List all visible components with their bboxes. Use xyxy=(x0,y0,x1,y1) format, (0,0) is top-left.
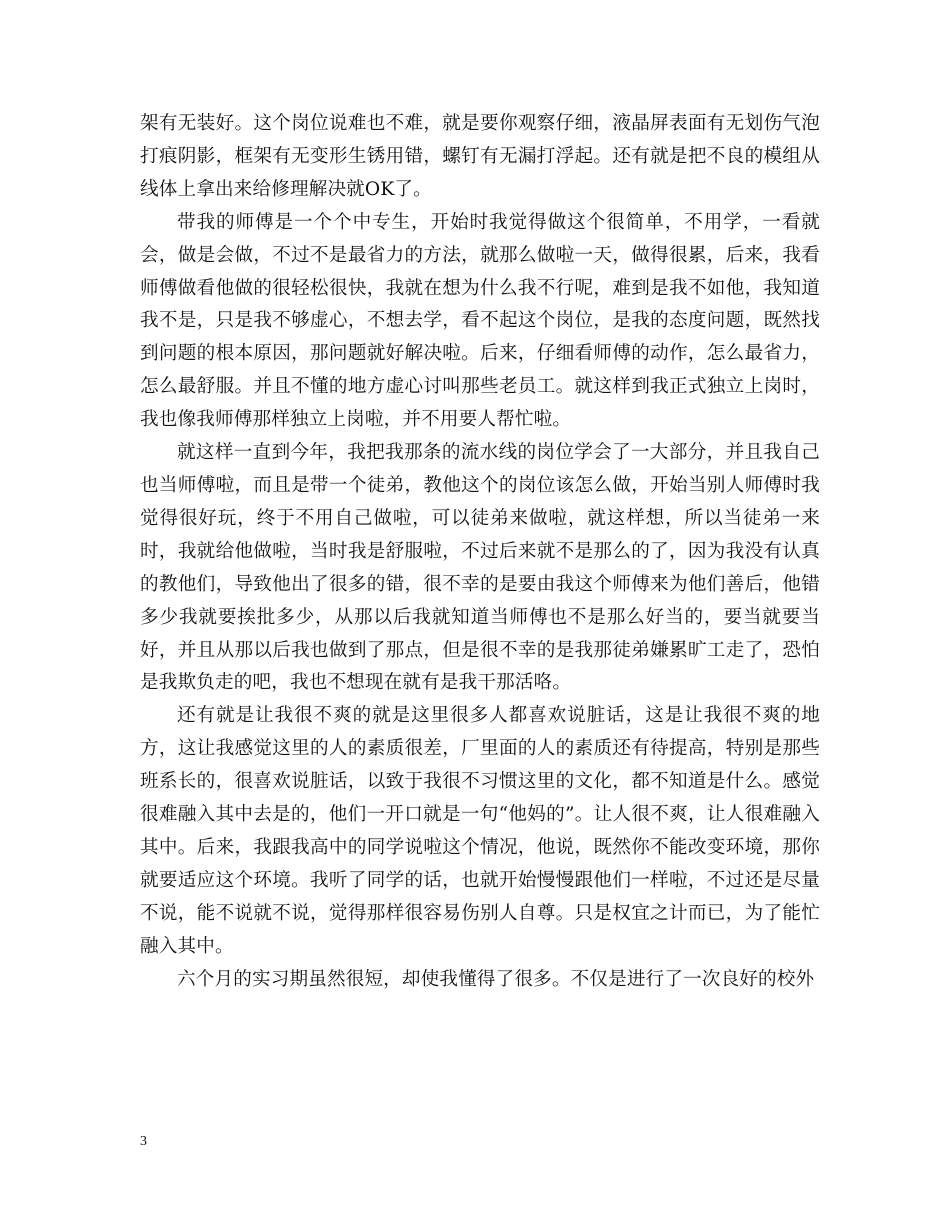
page-number: 3 xyxy=(140,1134,147,1149)
paragraph-internship-summary: 六个月的实习期虽然很短，却使我懂得了很多。不仅是进行了一次良好的校外 xyxy=(177,968,815,990)
paragraph-continuation: 架有无装好。这个岗位说难也不难，就是要你观察仔细，液晶屏表面有无划伤气泡打痕阴影，框架有无变形生锈用错，螺钉有无漏打浮起。还有就是把不良的模组从线体上拿出来给修理解决就OK了。 xyxy=(140,113,820,200)
paragraph-master-story: 带我的师傅是一个个中专生，开始时我觉得做这个很简单，不用学，一看就会，做是会做，不过不是最省力的方法，就那么做啦一天，做得很累，后来，我看师傅做看他做的很轻松很快，我就在想为什么我不行呢，难到是我不如他，我知道我不是，只是我不够虚心，不想去学，看不起这个岗位，是我的态度问题，既然找到问题的根本原因，那问题就好解决啦。后来，仔细看师傅的动作，怎么最省力，怎么最舒服。并且不懂的地方虚心讨叫那些老员工。就这样到我正式独立上岗时，我也像我师傅那样独立上岗啦，并不用要人帮忙啦。 xyxy=(140,211,820,431)
paragraph-apprentice-story: 就这样一直到今年，我把我那条的流水线的岗位学会了一大部分，并且我自己也当师傅啦，而且是带一个徒弟，教他这个的岗位该怎么做，开始当别人师傅时我觉得很好玩，终于不用自己做啦，可以徒弟来做啦，就这样想，所以当徒弟一来时，我就给他做啦，当时我是舒服啦，不过后来就不是那么的了，因为我没有认真的教他们，导致他出了很多的错，很不幸的是要由我这个师傅来为他们善后，他错多少我就要挨批多少，从那以后我就知道当师傅也不是那么好当的，要当就要当好，并且从那以后我也做到了那点，但是很不幸的是我那徒弟嫌累旷工走了，恐怕是我欺负走的吧，我也不想现在就有是我干那活咯。 xyxy=(140,442,820,694)
paragraph-workplace-culture: 还有就是让我很不爽的就是这里很多人都喜欢说脏话，这是让我很不爽的地方，这让我感觉这里的人的素质很差，厂里面的人的素质还有待提高，特别是那些班系长的，很喜欢说脏话，以致于我很不习惯这里的文化，都不知道是什么。感觉很难融入其中去是的，他们一开口就是一句“他妈的”。让人很不爽，让人很难融入其中。后来，我跟我高中的同学说啦这个情况，他说，既然你不能改变环境，那你就要适应这个环境。我听了同学的话，也就开始慢慢跟他们一样啦，不过还是尽量不说，能不说就不说，觉得那样很容易伤别人自尊。只是权宜之计而已，为了能忙融入其中。 xyxy=(140,705,820,957)
body-text xyxy=(140,108,820,996)
